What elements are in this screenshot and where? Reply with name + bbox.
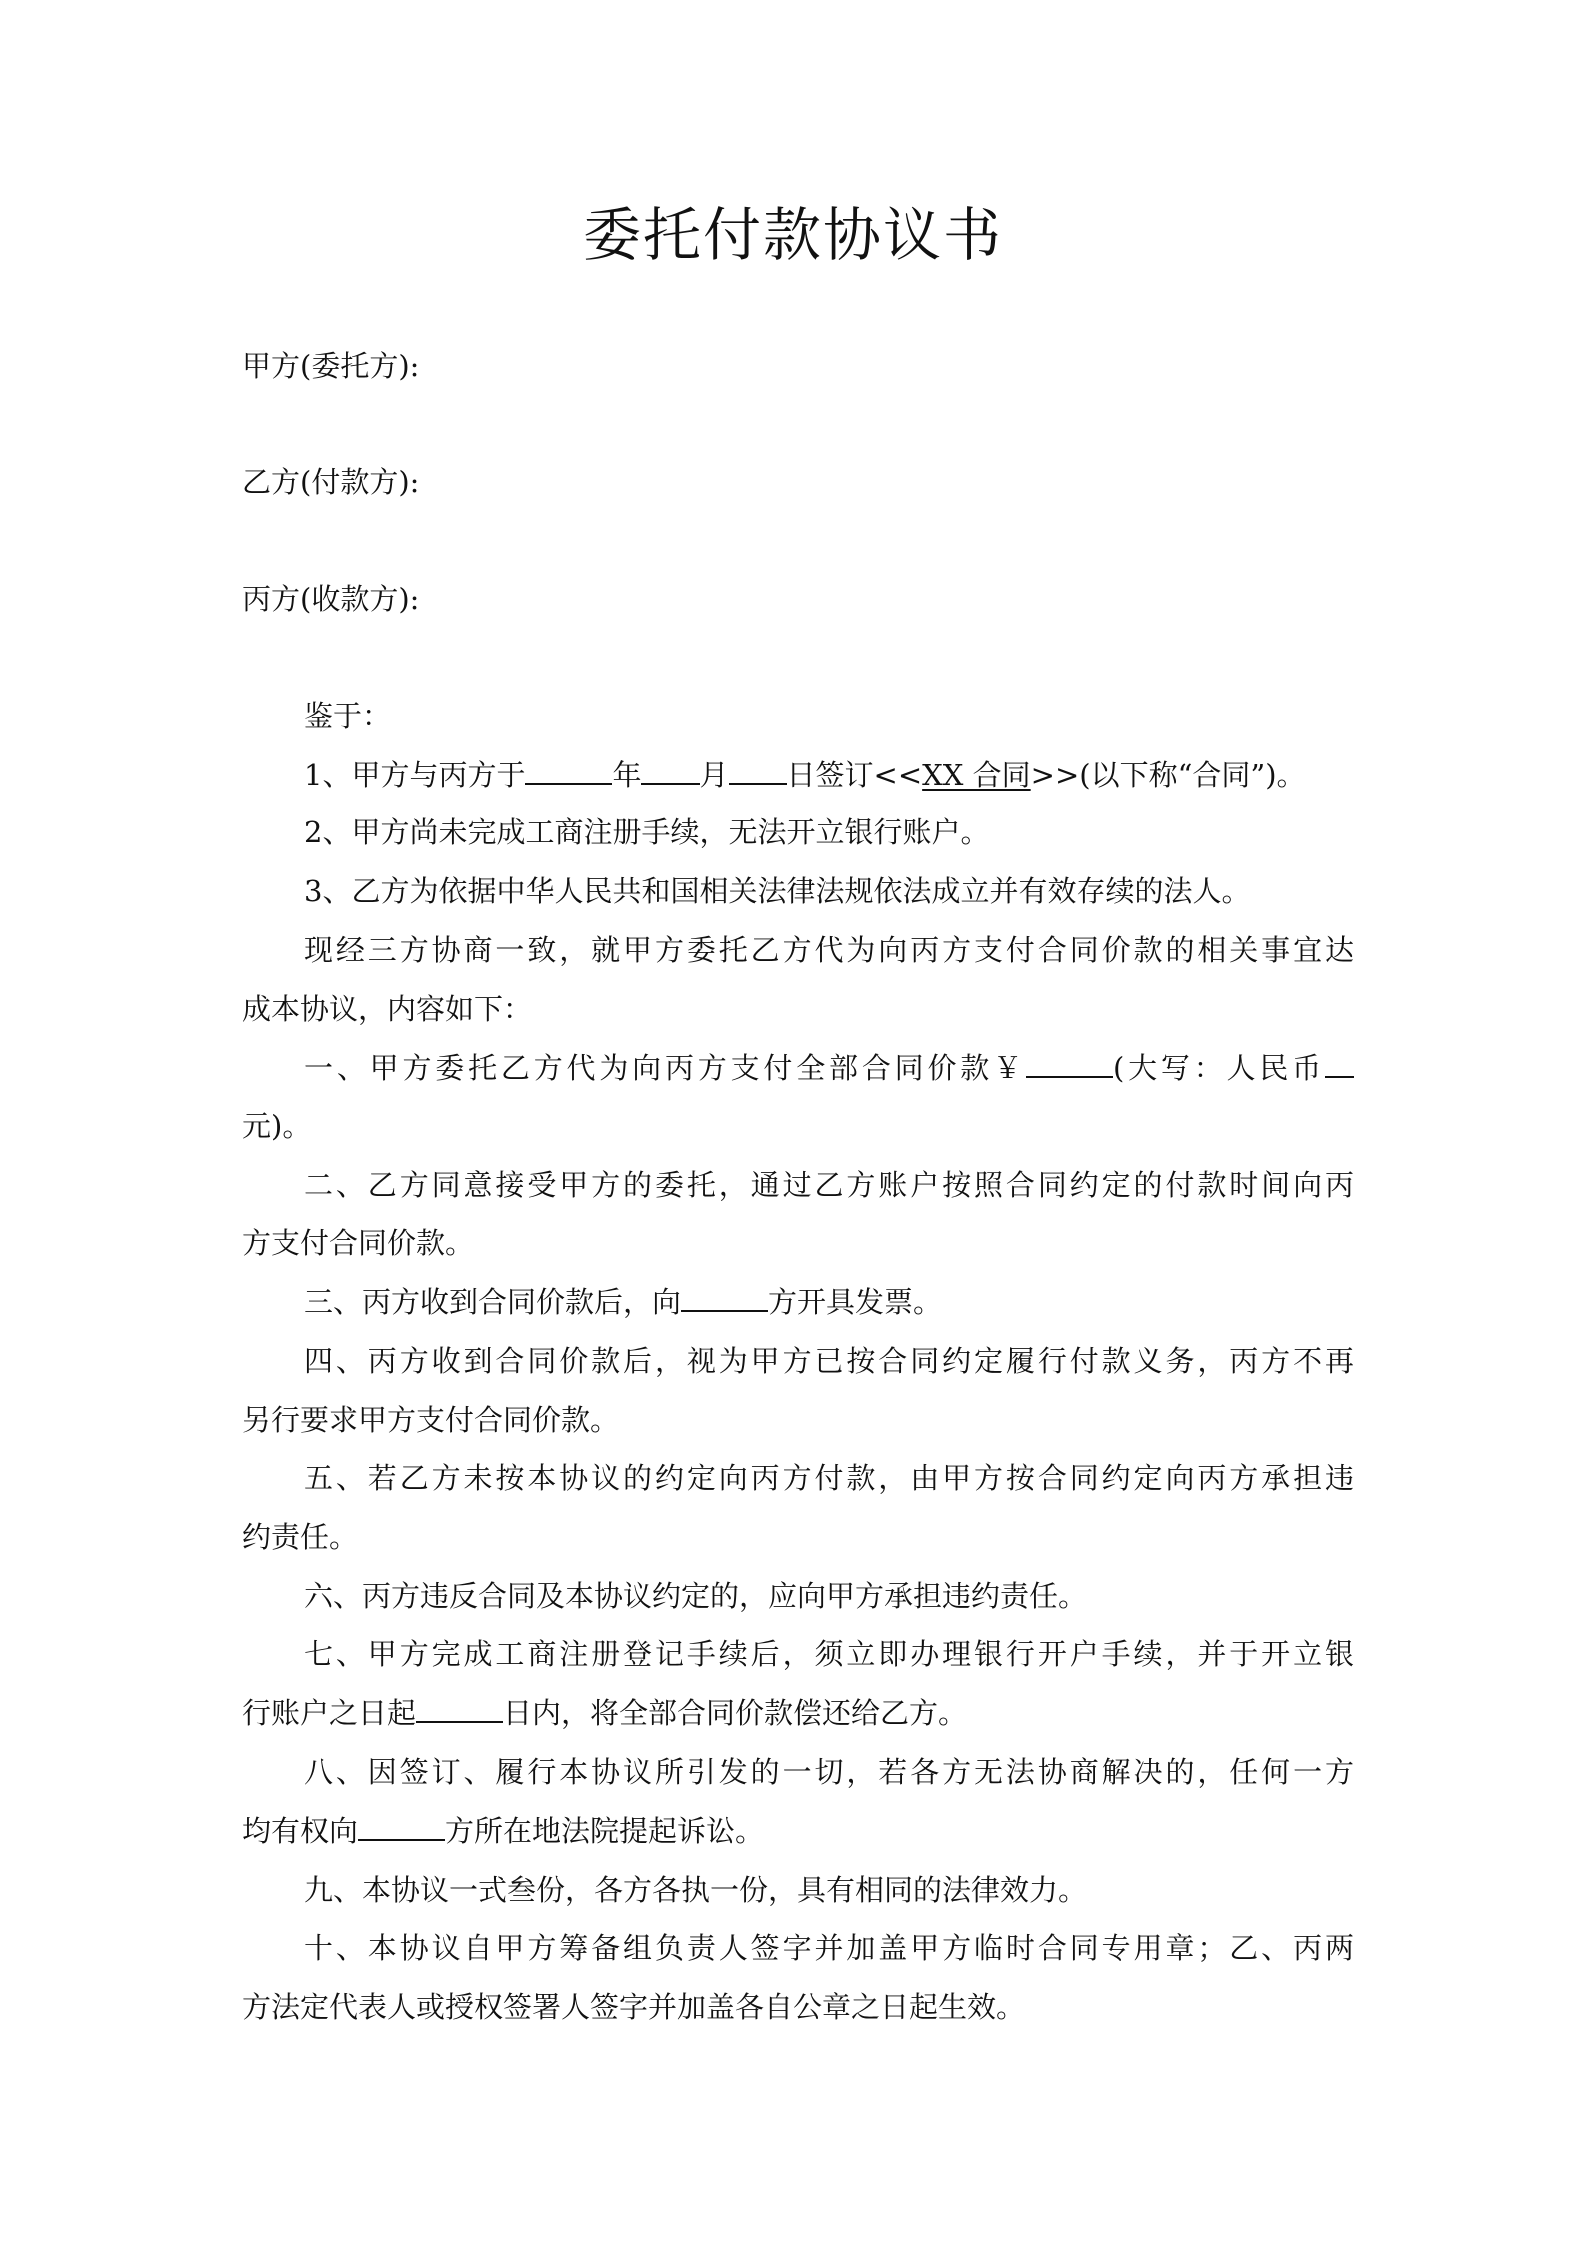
text: 三、丙方收到合同价款后，向 [304, 1285, 682, 1319]
clause-line [242, 1223, 1354, 1263]
party-line [242, 462, 1354, 502]
text: 元)。 [242, 1109, 312, 1143]
fill-in-blank [416, 1693, 503, 1723]
text: 二、乙方同意接受甲方的委托，通过乙方账户按照合同约定的付款时间向丙 [304, 1168, 1354, 1202]
text: >>(以下称“合同”)。 [1030, 758, 1306, 792]
text: 日签订<< [786, 758, 923, 792]
text: 六、丙方违反合同及本协议约定的，应向甲方承担违约责任。 [304, 1579, 1088, 1613]
clause-line [242, 1048, 1354, 1088]
clause-line [242, 1634, 1354, 1674]
clause-line [242, 1282, 1354, 1322]
text: 十、本协议自甲方筹备组负责人签字并加盖甲方临时合同专用章；乙、丙两 [304, 1931, 1354, 1965]
text: 月 [699, 758, 729, 792]
clause-line [242, 871, 1354, 911]
clause-line [242, 1458, 1354, 1498]
text: (大写：人民币 [1112, 1051, 1325, 1085]
fill-in-blank [641, 755, 699, 785]
fill-in-blank [729, 755, 787, 785]
text: 1、甲方与丙方于 [304, 758, 526, 792]
text: 四、丙方收到合同价款后，视为甲方已按合同约定履行付款义务，丙方不再 [304, 1344, 1354, 1378]
contract-name-underlined: XX 合同 [922, 758, 1031, 792]
fill-in-blank [1026, 1048, 1113, 1078]
text: 2、甲方尚未完成工商注册手续，无法开立银行账户。 [304, 815, 990, 849]
clause-line [242, 1870, 1354, 1910]
text: 方所在地法院提起诉讼。 [445, 1814, 765, 1848]
text: 年 [612, 758, 642, 792]
text: 约责任。 [242, 1520, 359, 1554]
fill-in-blank [1325, 1048, 1354, 1078]
clause-line [242, 696, 1354, 736]
clause-line [242, 1693, 1354, 1733]
text: 七、甲方完成工商注册登记手续后，须立即办理银行开户手续，并于开立银 [304, 1637, 1354, 1671]
fill-in-blank [681, 1282, 768, 1312]
clause-line [242, 1341, 1354, 1381]
party-line [242, 579, 1354, 619]
fill-in-blank [525, 755, 612, 785]
clause-line [242, 1576, 1354, 1616]
clause-line [242, 989, 1354, 1029]
text: 3、乙方为依据中华人民共和国相关法律法规依法成立并有效存续的法人。 [304, 874, 1251, 908]
clause-line [242, 1752, 1354, 1792]
text: 行账户之日起 [242, 1696, 417, 1730]
clause-line [242, 1987, 1354, 2027]
clause-line [242, 1165, 1354, 1205]
text: 丙方(收款方): [242, 582, 420, 616]
text: 另行要求甲方支付合同价款。 [242, 1403, 620, 1437]
text: 鉴于： [304, 699, 392, 733]
clause-line [242, 930, 1354, 970]
clause-line [242, 812, 1354, 852]
text: 日内，将全部合同价款偿还给乙方。 [503, 1696, 968, 1730]
text: 均有权向 [242, 1814, 359, 1848]
clause-line [242, 1928, 1354, 1968]
text: 方开具发票。 [768, 1285, 943, 1319]
text: 五、若乙方未按本协议的约定向丙方付款，由甲方按合同约定向丙方承担违 [304, 1461, 1354, 1495]
clause-line [242, 1517, 1354, 1557]
clause-line [242, 1400, 1354, 1440]
text: 现经三方协商一致，就甲方委托乙方代为向丙方支付合同价款的相关事宜达 [304, 933, 1354, 967]
text: 八、因签订、履行本协议所引发的一切，若各方无法协商解决的，任何一方 [304, 1755, 1354, 1789]
text: 方支付合同价款。 [242, 1226, 475, 1260]
text: 一、甲方委托乙方代为向丙方支付全部合同价款￥ [304, 1051, 1026, 1085]
clause-line [242, 1106, 1354, 1146]
text: 方法定代表人或授权签署人签字并加盖各自公章之日起生效。 [242, 1990, 1026, 2024]
fill-in-blank [358, 1811, 445, 1841]
text: 成本协议，内容如下： [242, 992, 533, 1026]
text: 九、本协议一式叁份，各方各执一份，具有相同的法律效力。 [304, 1873, 1088, 1907]
text: 乙方(付款方): [242, 465, 420, 499]
document-title: 委托付款协议书 [582, 201, 1003, 269]
clause-line [242, 1811, 1354, 1851]
clause-line [242, 755, 1354, 795]
party-line [242, 346, 1354, 386]
text: 甲方(委托方): [242, 349, 420, 383]
